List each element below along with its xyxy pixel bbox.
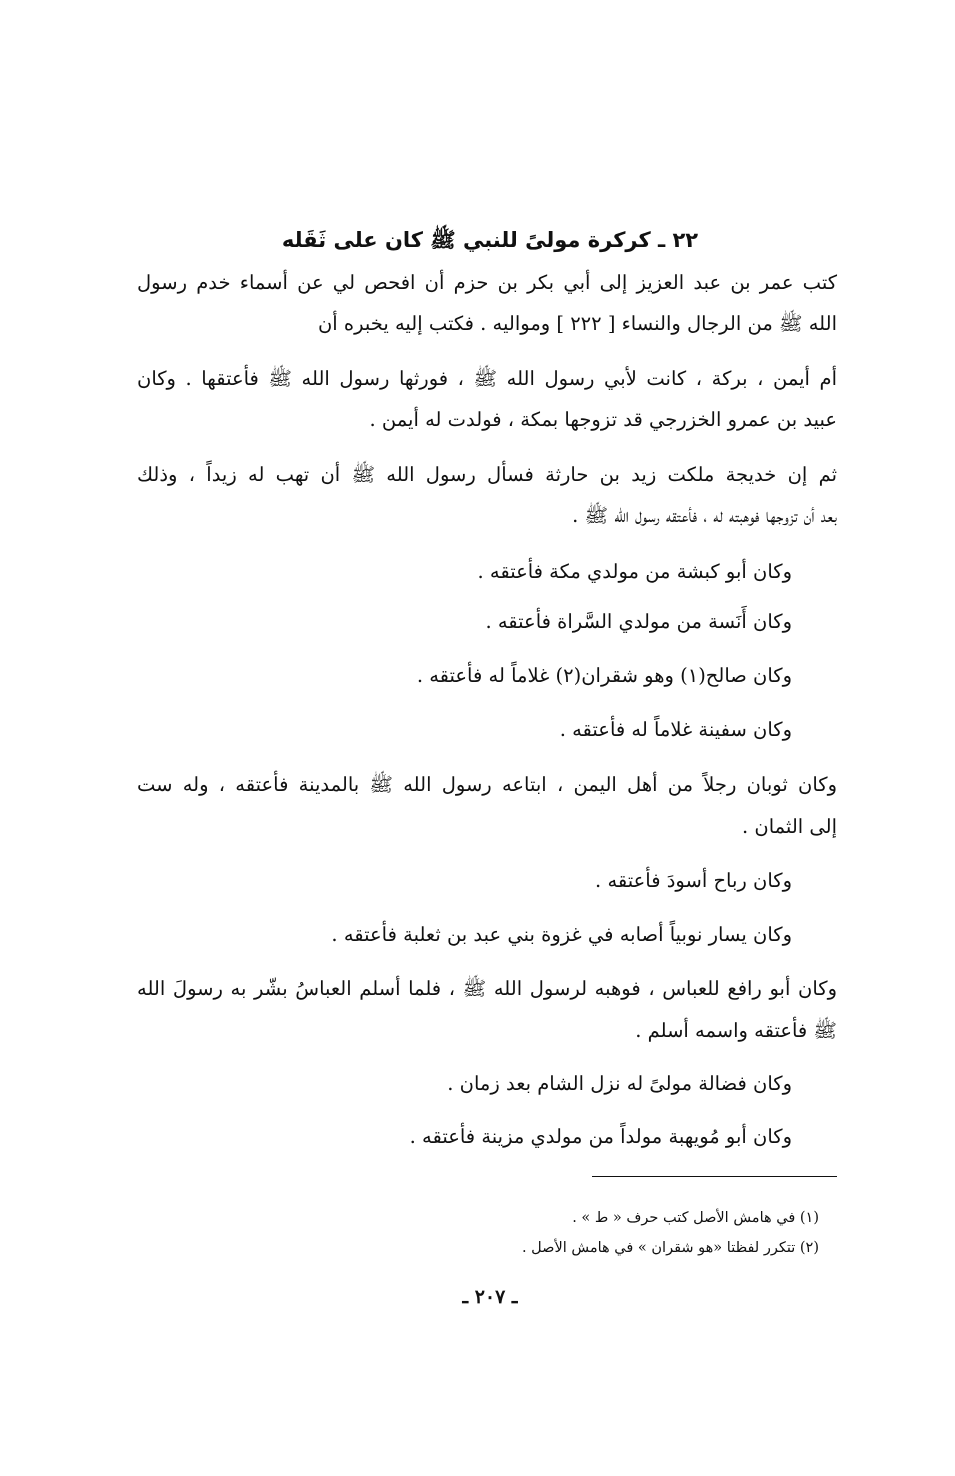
text-line: ﷺ فأعتقه واسمه أسلم .: [635, 1019, 837, 1042]
text-line: عبيد بن عمرو الخزرجي قد تزوجها بمكة ، فولدت له أيمن .: [369, 408, 837, 431]
text-line: ثم إن خديجة ملكت زيد بن حارثة فسأل رسول الله ﷺ أن تهب له زيداً ، وذلك: [137, 463, 837, 486]
page-number: ـ ٢٠٧ ـ: [462, 1286, 518, 1308]
text-line: إلى الثمان .: [742, 815, 837, 838]
text-line: وكان أبو رافع للعباس ، فوهبه لرسول الله ﷺ ، فلما أسلم العباسُ بشّر به رسولَ الله: [137, 977, 837, 1000]
text-line: كتب عمر بن عبد العزيز إلى أبي بكر بن حزم أن افحص لي عن أسماء خدم رسول: [137, 271, 837, 294]
text-line: بعد أن تزوجها فوهبته له ، فأعتقه رسول الله ﷺ .: [572, 504, 837, 527]
text-line: وكان صالح(١) وهو شقران(٢) غلاماً له فأعتقه .: [416, 664, 792, 687]
text-line: وكان سفينة غلاماً له فأعتقه .: [559, 718, 792, 741]
footnote-divider: [592, 1176, 837, 1177]
text-line: وكان أَنَسة من مولدي السَّراة فأعتقه .: [485, 610, 792, 633]
text-line: وكان أبو كبشة من مولدي مكة فأعتقه .: [477, 560, 792, 583]
text-line: وكان أبو مُويهبة مولداً من مولدي مزينة فأعتقه .: [409, 1125, 792, 1148]
footnote: (٢) تتكرر لفظتا «هو شقران » في هامش الأصل .: [521, 1240, 819, 1256]
footnote: (١) في هامش الأصل كتب حرف « ط » .: [572, 1210, 819, 1226]
text-line: وكان فضالة مولىً له نزل الشام بعد زمان .: [447, 1072, 792, 1095]
text-line: وكان رباح أسودَ فأعتقه .: [595, 869, 792, 892]
text-line: وكان يسار نوبياً أصابه في غزوة بني عبد بن ثعلبة فأعتقه .: [331, 923, 792, 946]
text-line: وكان ثوبان رجلاً من أهل اليمن ، ابتاعه رسول الله ﷺ بالمدينة فأعتقه ، وله ست: [137, 773, 837, 796]
text-line: أم أيمن ، بركة ، كانت لأبي رسول الله ﷺ ، فورثها رسول الله ﷺ فأعتقها . وكان: [137, 367, 837, 390]
text-line: الله ﷺ من الرجال والنساء [ ٢٢٢ ] ومواليه . فكتب إليه يخبره أن: [317, 312, 837, 335]
section-title: ٢٢ ـ كركرة مولىً للنبي ﷺ كان على ثَقَله: [281, 228, 699, 252]
